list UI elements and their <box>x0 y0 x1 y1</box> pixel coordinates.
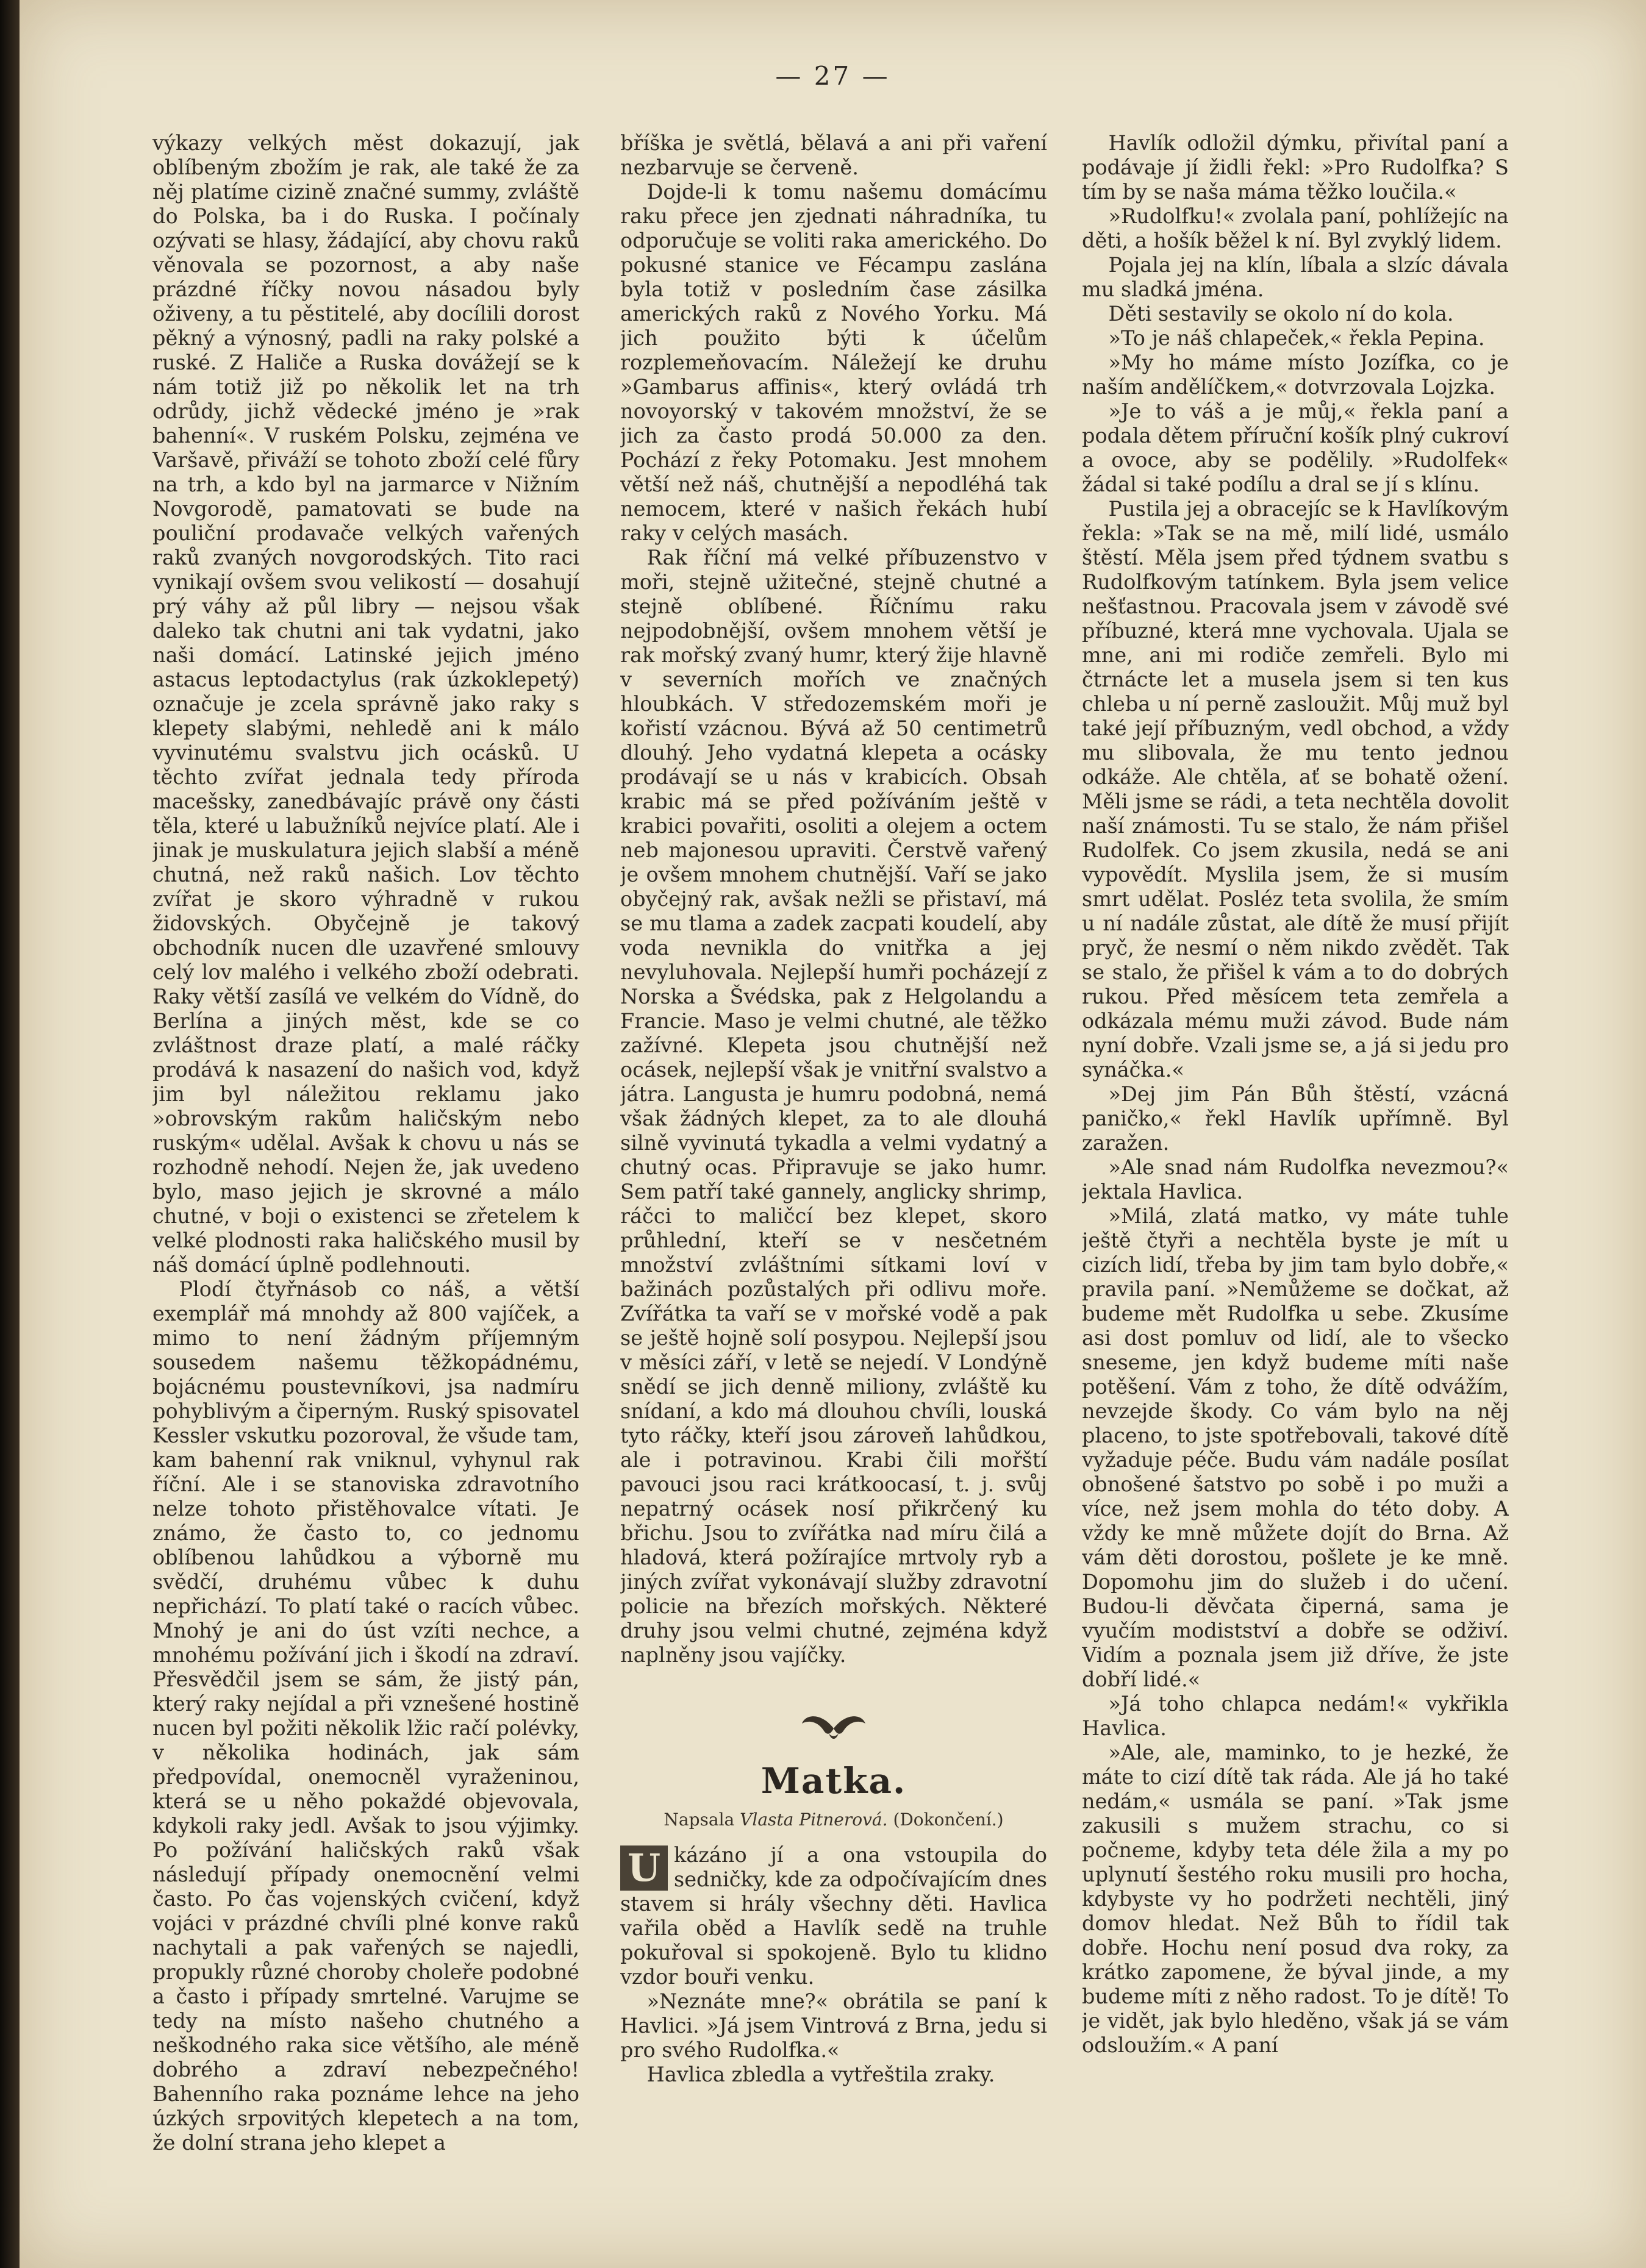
paragraph: »Já toho chlapca nedám!« vykřikla Havlica. <box>1082 1692 1509 1740</box>
book-page <box>20 0 1646 2268</box>
page-number: — 27 — <box>775 61 890 91</box>
column-middle <box>620 131 1047 2192</box>
paragraph: »Ale snad nám Rudolfka nevezmou?« jektala Havlica. <box>1082 1155 1509 1204</box>
section-ornament <box>620 1710 1047 1744</box>
byline <box>620 1808 1047 1832</box>
paragraph: Pojala jej na klín, líbala a slzíc dávala mu sladká jména. <box>1082 253 1509 301</box>
byline-author: Vlasta Pitnerová. <box>740 1810 888 1830</box>
paragraph: Havlica zbledla a vytřeštila zraky. <box>646 2063 995 2086</box>
paragraph: Dojde-li k tomu našemu domácímu raku přece jen zjednati náhradníka, tu odporučuje se voliti raka amerického. Do pokusné stanice ve Fécampu zaslána byla totiž v posledním čase zásilka amerických raků z Nového Yorku. Má jich použito býti k účelům rozplemeňovacím. Náležejí ke druhu »Gambarus affinis«, který ovládá trh novoyorský v takovém množství, že se jich za často prodá 50.000 za den. Pochází z řeky Potomaku. Jest mnohem větší než náš, chutnější a nepodléhá tak nemocem, které v našich řekách hubí raky v celých masách. <box>620 180 1047 545</box>
paragraph: Rak říční má velké příbuzenstvo v moři, stejně užitečné, stejně chutné a stejně oblíbené. Říčnímu raku nejpodobnější, ovšem mnohem větší je rak mořský zvaný humr, který žije hlavně v severních mořích ve značných hloubkách. V středozemském moři je kořistí vzácnou. Bývá až 50 centimetrů dlouhý. Jeho vydatná klepeta a ocásky prodávají se u nás v krabicích. Obsah krabic má se před požíváním ještě v krabici povařiti, osoliti a olejem a octem neb majonesou upraviti. Čerstvě vařený je ovšem mnohem chutnější. Vaří se jako obyčejný rak, avšak nežli se přistaví, má se mu tlama a zadek zacpati koudelí, aby voda nevnikla do vnitřka a jej nevyluhovala. Nejlepší humři pocházejí z Norska a Švédska, pak z Helgolandu a Francie. Maso je velmi chutné, ale těžko zažívné. Klepeta jsou chutnější než ocásek, nejlepší však je vnitřní svalstvo a játra. Langusta je humru podobná, nemá však žádných klepet, za to ale dlouhá silně vyvinutá tykadla a velmi vydatný a chutný ocas. Připravuje se jako humr. Sem patří také gannely, anglicky shrimp, ráčci to maličcí bez klepet, skoro průhlední, kteří se v nesčetném množství zvláštními sítkami loví v bažinách pozůstalých při odlivu moře. Zvířátka ta vaří se v mořské vodě a pak se ještě hojně solí posypou. Nejlepší jsou v měsíci září, v letě se nejedí. V Londýně snědí se jich denně miliony, zvláště ku snídaní, a kdo má dlouhou chvíli, louská tyto ráčky, kteří jsou zároveň lahůdkou, ale i potravinou. Krabi čili mořští pavouci jsou raci krátkoocasí, t. j. svůj nepatrný ocásek nosí přikrčený ku břichu. Jsou to zvířátka nad míru čilá a hladová, která požírajíce mrtvoly ryb a jiných zvířat vykonávají služby zdravotní policie na březích mořských. Některé druhy jsou velmi chutné, zejména když naplněny jsou vajíčky. <box>620 546 1047 1667</box>
column-left <box>152 131 579 2192</box>
paragraph: Děti sestavily se okolo ní do kola. <box>1108 302 1454 326</box>
fleuron-icon <box>797 1710 870 1744</box>
paragraph: »Dej jim Pán Bůh štěstí, vzácná paničko,« řekl Havlík upřímně. Byl zaražen. <box>1082 1082 1509 1155</box>
paragraph: »To je náš chlapeček,« řekla Pepina. <box>1108 326 1485 350</box>
paragraph: »Neznáte mne?« obrátila se paní k Havlici. »Já jsem Vintrová z Brna, jedu si pro svého Rudolfka.« <box>620 1989 1047 2062</box>
paragraph: »Je to váš a je můj,« řekla paní a podala dětem příruční košík plný cukroví a ovoce, aby se podělily. »Rudolfek« žádal si také podílu a dral se jí s klínu. <box>1082 399 1509 496</box>
column-right <box>1082 131 1509 2192</box>
paragraph <box>620 1843 1047 1989</box>
paragraph: »Milá, zlatá matko, vy máte tuhle ještě čtyři a nechtěla byste je mít u cizích lidí, třeba by jim tam bylo dobře,« pravila paní. »Nemůžeme se dočkat, až budeme mět Rudolfka u sebe. Zkusíme asi dost pomluv od lidí, ale to všecko sneseme, jen když budeme míti naše potěšení. Vám z toho, že dítě odvážím, nevzejde škody. Co vám bylo na něj placeno, to jste spotřebovali, takové dítě vyžaduje péče. Budu vám nadále posílat obnošené šatstvo po sobě i po muži a více, než jsem mohla do této doby. A vždy ke mně můžete dojít do Brna. Až vám děti dorostou, pošlete je ke mně. Dopomohu jim do služeb i do učení. Budou-li děvčata čiperná, sama je vyučím modistství a dobře se odživí. Vidím a poznala jsem již dříve, že jste dobří lidé.« <box>1082 1204 1509 1691</box>
drop-cap: U <box>620 1845 668 1891</box>
byline-suffix: (Dokončení.) <box>893 1810 1004 1830</box>
paragraph: Pustila jej a obracejíc se k Havlíkovým řekla: »Tak se na mě, milí lidé, usmálo štěstí. Měla jsem před týdnem svatbu s Rudolfkovým tatínkem. Byla jsem velice nešťastnou. Pracovala jsem v závodě své příbuzné, která mne vychovala. Ujala se mne, ani mi rodiče zemřeli. Bylo mi čtrnácte let a musela jsem si ten kus chleba u ní perně zasloužit. Můj muž byl také její příbuzným, vedl obchod, a vždy mu slibovala, že mu tento jednou odkáže. Ale chtěla, ať se bohatě ožení. Měli jsme se rádi, a teta nechtěla dovolit naší známosti. Tu se stalo, že nám přišel Rudolfek. Co jsem zkusila, nedá se ani vypovědít. Myslila jsem, že si musím smrt udělat. Posléz teta svolila, že smím u ní nadále zůstat, ale dítě že musí přijít pryč, že nesmí o něm nikdo zvědět. Tak se stalo, že přišel k vám a to do dobrých rukou. Před měsícem teta zemřela a odkázala mému muži závod. Bude nám nyní dobře. Vzali jsme se, a já si jedu pro synáčka.« <box>1082 497 1509 1082</box>
story-title: Matka. <box>760 1760 907 1802</box>
paragraph-text: kázáno jí a ona vstoupila do sedničky, kde za odpočívajícím dnes stavem si hrály všechny děti. Havlica vařila oběd a Havlík sedě na truhle pokuřoval si spokojeně. Bylo tu klidno vzdor bouři venku. <box>620 1843 1047 1989</box>
paragraph: »Rudolfku!« zvolala paní, pohlížejíc na děti, a hošík běžel k ní. Byl zvyklý lidem. <box>1082 204 1509 252</box>
paragraph: »My ho máme místo Jozífka, co je naším andělíčkem,« dotvrzovala Lojzka. <box>1082 351 1509 399</box>
book-spine-shadow <box>0 0 20 2268</box>
paragraph: výkazy velkých měst dokazují, jak oblíbeným zbožím je rak, ale také že za něj platíme cizině značné summy, zvláště do Polska, ba i do Ruska. I počínaly ozývati se hlasy, žádající, aby chovu raků věnovala se pozornost, a aby naše prázdné říčky novou násadou byly oživeny, a tu pěstitelé, aby docílili dorost pěkný a výnosný, padli na raky polské a ruské. Z Haliče a Ruska dovážejí se k nám totiž již po několik let na trh odrůdy, jichž vědecké jméno je »rak bahenní«. V ruském Polsku, zejména ve Varšavě, přiváží se tohoto zboží celé fůry na trh, a kdo byl na jarmarce v Nižním Novgorodě, pamatovati se bude na pouliční prodavače velkých vařených raků zvaných novgorodských. Tito raci vynikají ovšem svou velikostí — dosahují prý váhy až půl libry — nejsou však daleko tak chutni ani tak vydatni, jako naši domácí. Latinské jejich jméno astacus leptodactylus (rak úzkoklepetý) označuje je zcela správně jako raky s klepety slabými, nehledě ani k málo vyvinutému svalstvu jich ocásků. U těchto zvířat jednala tedy příroda macešsky, zanedbávajíc právě ony části těla, které u labužníků nejvíce platí. Ale i jinak je muskulatura jejich slabší a méně chutná, než raků našich. Lov těchto zvířat je skoro výhradně v rukou židovských. Obyčejně je takový obchodník nucen dle uzavřené smlouvy celý lov malého i velkého zboží odebrati. Raky větší zasílá ve velkém do Vídně, do Berlína a jiných měst, kde se co zvláštnost draze platí, a malé ráčky prodává k nasazení do našich vod, když jim byl náležitou reklamu jako »obrovským rakům haličským nebo ruským« udělal. Avšak k chovu u nás se rozhodně nehodí. Nejen že, jak uvedeno bylo, maso jejich je skrovné a málo chutné, v boji o existenci se zřetelem k velké plodnosti raka haličského musil by náš domácí úplně podlehnouti. <box>152 131 579 1277</box>
byline-prefix: Napsala <box>664 1810 735 1830</box>
paragraph: Plodí čtyřnásob co náš, a větší exemplář má mnohdy až 800 vajíček, a mimo to není žádným příjemným sousedem našemu těžkopádnému, bojácnému poustevníkovi, jsa nadmíru pohyblivým a čiperným. Ruský spisovatel Kessler vskutku pozoroval, že všude tam, kam bahenní rak vniknul, vyhynul rak říční. Ale i se stanoviska zdravotního nelze tohoto přistěhovalce vítati. Je známo, že často to, co jednomu oblíbenou lahůdkou a výborně mu svědčí, druhému vůbec k duhu nepřichází. To platí také o racích vůbec. Mnohý je ani do úst vzíti nechce, a mnohému požívání jich i škodí na zdraví. Přesvědčil jsem se sám, že jistý pán, který raky nejídal a při vznešené hostině nucen byl požiti několik lžic račí polévky, v několika hodinách, jak sám předpovídal, onemocněl vyraženinou, která se u něho pokaždé objevovala, kdykoli raky jedl. Avšak to jsou výjimky. Po požívání haličských raků však následují případy onemocnění velmi často. Po čas vojenských cvičení, když vojáci v prázdné chvíli plné konve raků nachytali a pak vařených se najedli, propukly různé choroby choleře podobné a často i případy smrtelné. Varujme se tedy na místo našeho chutného a neškodného raka sice většího, ale méně dobrého a zdraví nebezpečného! Bahenního raka poznáme lehce na jeho úzkých srpovitých klepetech a na tom, že dolní strana jeho klepet a <box>152 1277 579 2155</box>
paragraph: »Ale, ale, maminko, to je hezké, že máte to cizí dítě tak ráda. Ale já ho také nedám,« usmála se paní. »Tak jsme zakusili s mužem strachu, co si počneme, kdyby teta déle žila a my po uplynutí šestého roku musili pro hocha, kdybyste vy ho podržeti nechtěli, jiný domov hledat. Než Bůh to řídil tak dobře. Hochu není posud dva roky, za krátko zapomene, že býval jinde, a my budeme míti z něho radost. To je dítě! To je vidět, jak bylo hleděno, však já se vám odsloužím.« A paní <box>1082 1741 1509 2057</box>
paragraph: bříška je světlá, bělavá a ani při vaření nezbarvuje se červeně. <box>620 131 1047 179</box>
paragraph: Havlík odložil dýmku, přivítal paní a podávaje jí židli řekl: »Pro Rudolfka? S tím by se naša máma těžko loučila.« <box>1082 131 1509 204</box>
